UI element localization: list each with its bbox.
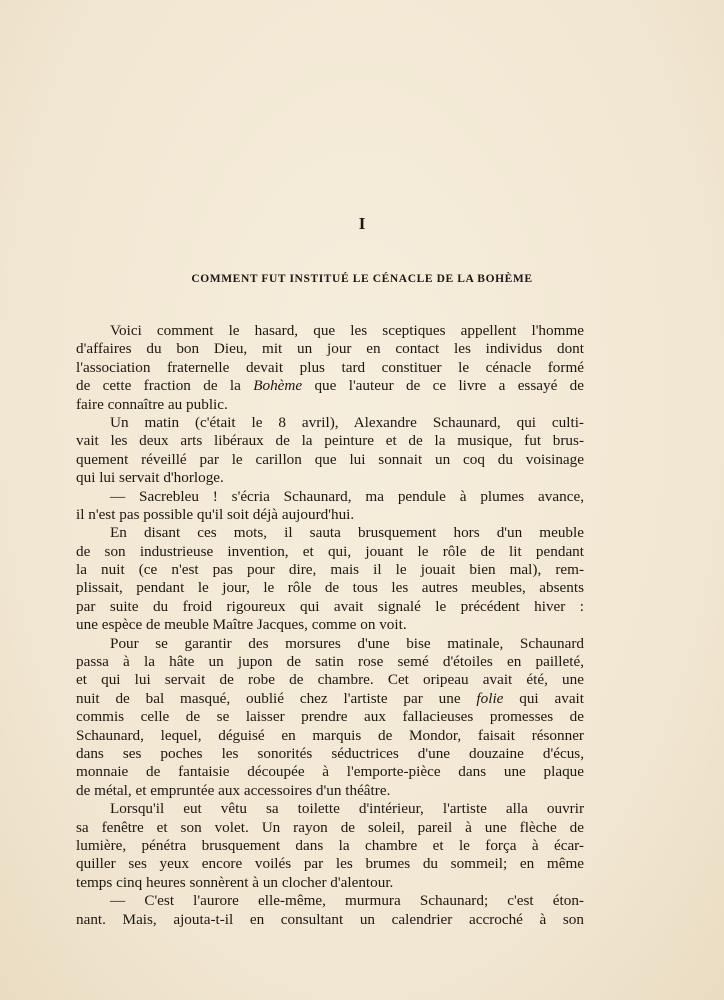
text-line: de son industrieuse invention, et qui, jouant le rôle de lit pendant	[76, 542, 584, 560]
text-line: il n'est pas possible qu'il soit déjà aujourd'hui.	[76, 505, 355, 523]
text-line: nant. Mais, ajouta-t-il en consultant un calendrier accroché à son	[76, 910, 584, 928]
text-line: et qui lui servait de robe de chambre. Cet oripeau avait été, une	[76, 671, 584, 689]
text-line: — C'est l'aurore elle-même, murmura Schaunard; c'est éton-	[110, 892, 584, 910]
body-text	[76, 322, 584, 929]
text-line: une espèce de meuble Maître Jacques, comme on voit.	[76, 616, 407, 634]
text-line: lumière, pénétra brusquement dans la chambre et le força à écar-	[76, 836, 584, 854]
text-line: quement réveillé par le carillon que lui sonnait un coq du voisinage	[76, 450, 584, 468]
chapter-number: I	[358, 214, 366, 233]
text-line: Lorsqu'il eut vêtu sa toilette d'intérieur, l'artiste alla ouvrir	[110, 800, 584, 818]
text-line: Pour se garantir des morsures d'une bise matinale, Schaunard	[110, 634, 584, 652]
text-line: passa à la hâte un jupon de satin rose semé d'étoiles en pailleté,	[76, 653, 584, 671]
text-line: monnaie de fantaisie découpée à l'emporte-pièce dans une plaque	[76, 763, 584, 781]
text-line: Voici comment le hasard, que les sceptiques appellent l'homme	[110, 322, 584, 339]
text-line: plissait, pendant le jour, le rôle de tous les autres meubles, absents	[76, 579, 584, 597]
text-line: Un matin (c'était le 8 avril), Alexandre Schaunard, qui culti-	[110, 413, 584, 431]
text-line: de cette fraction de la Bohème que l'auteur de ce livre a essayé de	[76, 377, 584, 395]
text-line: d'affaires du bon Dieu, mit un jour en contact les individus dont	[76, 340, 584, 358]
chapter-title: COMMENT FUT INSTITUÉ LE CÉNACLE DE LA BOHÈME	[191, 273, 533, 285]
text-line: sa fenêtre et son volet. Un rayon de soleil, pareil à une flèche de	[76, 818, 584, 836]
text-line: dans ses poches les sonorités séductrices d'une douzaine d'écus,	[76, 744, 584, 762]
text-line: de métal, et empruntée aux accessoires d'un théâtre.	[76, 781, 391, 799]
text-line: qui lui servait d'horloge.	[76, 469, 224, 487]
text-line: temps cinq heures sonnèrent à un clocher d'alentour.	[76, 873, 394, 891]
text-line: — Sacrebleu ! s'écria Schaunard, ma pendule à plumes avance,	[110, 487, 584, 505]
text-line: En disant ces mots, il sauta brusquement hors d'un meuble	[110, 524, 584, 542]
text-line: par suite du froid rigoureux qui avait signalé le précédent hiver :	[76, 597, 584, 615]
text-line: Schaunard, lequel, déguisé en marquis de Mondor, faisait résonner	[76, 726, 584, 744]
text-line: faire connaître au public.	[76, 395, 228, 413]
text-line: la nuit (ce n'est pas pour dire, mais il le jouait bien mal), rem-	[76, 561, 584, 579]
text-line: l'association fraternelle devait plus tard constituer le cénacle formé	[76, 358, 584, 376]
text-line: vait les deux arts libéraux de la peinture et de la musique, fut brus-	[76, 432, 584, 450]
text-line: quiller ses yeux encore voilés par les brumes du sommeil; en même	[76, 855, 584, 873]
text-line: commis celle de se laisser prendre aux fallacieuses promesses de	[76, 708, 584, 726]
text-line: nuit de bal masqué, oublié chez l'artiste par une folie qui avait	[76, 689, 585, 707]
